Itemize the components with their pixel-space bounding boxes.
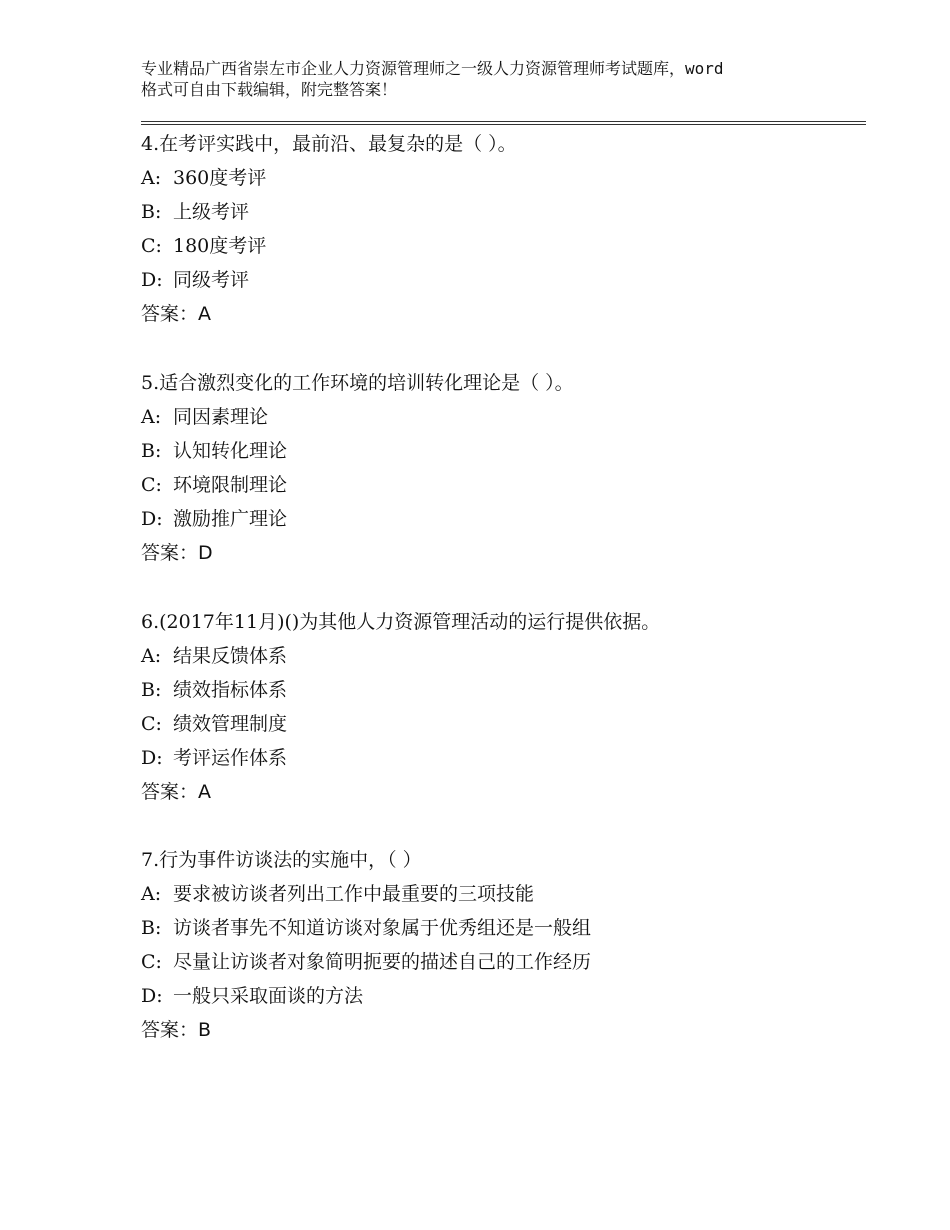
answer-line: 答案：B <box>141 1019 212 1041</box>
option-a <box>141 161 861 195</box>
option-c <box>141 229 861 263</box>
option-text: 考评运作体系 <box>173 747 288 769</box>
document-header <box>141 58 841 100</box>
option-text: 结果反馈体系 <box>173 645 288 667</box>
option-text: 一般只采取面谈的方法 <box>173 985 364 1007</box>
option-text: 认知转化理论 <box>173 440 288 462</box>
option-key: C: <box>141 474 162 496</box>
option-key: C: <box>141 713 162 735</box>
question-stem: 4.在考评实践中，最前沿、最复杂的是（ ）。 <box>141 133 517 155</box>
option-text: 上级考评 <box>173 201 250 223</box>
option-key: C: <box>141 951 162 973</box>
header-divider-top <box>141 121 866 122</box>
option-b <box>141 195 861 229</box>
option-b <box>141 911 861 945</box>
option-a <box>141 639 861 673</box>
answer-line: 答案：D <box>141 542 213 564</box>
option-key: B: <box>141 201 162 223</box>
header-divider-bottom <box>141 124 866 125</box>
option-d <box>141 741 861 775</box>
option-key: D: <box>141 985 163 1007</box>
option-text: 环境限制理论 <box>173 474 288 496</box>
answer-line: 答案：A <box>141 303 211 325</box>
header-line-1: 专业精品广西省崇左市企业人力资源管理师之一级人力资源管理师考试题库，word <box>141 59 724 78</box>
option-text: 访谈者事先不知道访谈对象属于优秀组还是一般组 <box>173 917 592 939</box>
option-b <box>141 673 861 707</box>
option-key: B: <box>141 679 162 701</box>
option-text: 激励推广理论 <box>173 508 288 530</box>
header-line-2: 格式可自由下载编辑，附完整答案！ <box>141 80 398 99</box>
question-block <box>141 127 861 331</box>
option-text: 同因素理论 <box>173 406 269 428</box>
option-key: D: <box>141 747 163 769</box>
option-c <box>141 945 861 979</box>
option-key: A: <box>141 883 162 905</box>
option-d <box>141 502 861 536</box>
option-text: 要求被访谈者列出工作中最重要的三项技能 <box>173 883 535 905</box>
option-text: 同级考评 <box>173 269 250 291</box>
question-block <box>141 366 861 570</box>
option-c <box>141 468 861 502</box>
option-text: 绩效管理制度 <box>173 713 288 735</box>
option-c <box>141 707 861 741</box>
question-block <box>141 605 861 809</box>
option-key: A: <box>141 406 162 428</box>
option-a <box>141 400 861 434</box>
option-key: C: <box>141 235 162 257</box>
option-key: A: <box>141 645 162 667</box>
option-d <box>141 263 861 297</box>
option-key: A: <box>141 167 162 189</box>
option-b <box>141 434 861 468</box>
question-stem: 5.适合激烈变化的工作环境的培训转化理论是（ ）。 <box>141 372 574 394</box>
question-stem: 7.行为事件访谈法的实施中，（ ） <box>141 849 422 871</box>
option-a <box>141 877 861 911</box>
option-d <box>141 979 861 1013</box>
option-key: B: <box>141 440 162 462</box>
option-key: D: <box>141 269 163 291</box>
option-text: 绩效指标体系 <box>173 679 288 701</box>
option-text: 尽量让访谈者对象简明扼要的描述自己的工作经历 <box>173 951 592 973</box>
option-text: 180度考评 <box>173 235 267 257</box>
question-stem: 6.(2017年11月)()为其他人力资源管理活动的运行提供依据。 <box>141 611 661 633</box>
option-text: 360度考评 <box>173 167 267 189</box>
option-key: D: <box>141 508 163 530</box>
option-key: B: <box>141 917 162 939</box>
answer-line: 答案：A <box>141 781 211 803</box>
question-block <box>141 843 861 1047</box>
